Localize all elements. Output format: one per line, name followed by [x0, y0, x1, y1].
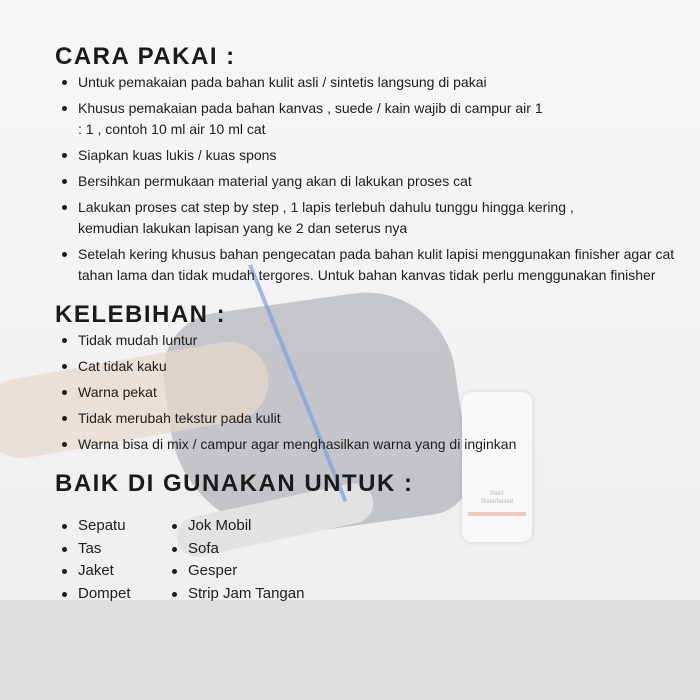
list-item-text: Tidak mudah luntur — [78, 332, 198, 348]
list-item — [62, 145, 675, 166]
list-item — [62, 560, 172, 583]
list-item-text: Siapkan kuas lukis / kuas spons — [78, 147, 277, 163]
baik-untuk-columns — [55, 515, 675, 605]
baik-untuk-col1 — [62, 515, 172, 605]
bullet-icon — [62, 80, 67, 85]
list-item-text: Jaket — [78, 562, 114, 579]
kelebihan-list — [55, 330, 675, 455]
list-item — [62, 244, 675, 286]
list-item — [62, 72, 675, 93]
bottle-label-line: Paint — [490, 491, 504, 497]
bullet-icon — [62, 524, 67, 529]
list-item — [62, 356, 675, 377]
list-item — [62, 408, 675, 429]
list-item — [172, 515, 372, 538]
list-item — [172, 583, 372, 606]
list-item — [62, 515, 172, 538]
bullet-icon — [172, 524, 177, 529]
bullet-icon — [62, 547, 67, 552]
bullet-icon — [172, 592, 177, 597]
list-item-text: Strip Jam Tangan — [188, 584, 305, 602]
bullet-icon — [62, 592, 67, 597]
cara-pakai-list — [55, 72, 675, 286]
bullet-icon — [62, 364, 67, 369]
list-item — [172, 538, 372, 561]
bullet-icon — [62, 390, 67, 395]
list-item-text: Lakukan proses cat step by step , 1 lapis terlebuh dahulu tunggu hingga kering , kemudian lakukan lapisan yang ke 2 dan seterus nya — [78, 199, 574, 236]
list-item-text: Sofa — [188, 539, 219, 557]
baik-untuk-col2 — [172, 515, 372, 605]
bullet-icon — [62, 205, 67, 210]
bullet-icon — [62, 252, 67, 257]
bullet-icon — [172, 547, 177, 552]
bullet-icon — [62, 153, 67, 158]
list-item-text: Tidak merubah tekstur pada kulit — [78, 410, 281, 426]
list-item-text: Gesper — [188, 562, 238, 579]
list-item-text: Khusus pemakaian pada bahan kanvas , suede / kain wajib di campur air 1 : 1 , contoh 10 ml air 10 ml cat — [78, 100, 543, 137]
bullet-icon — [62, 179, 67, 184]
list-item — [62, 98, 548, 140]
list-item-text: Untuk pemakaian pada bahan kulit asli / sintetis langsung di pakai — [78, 74, 487, 90]
list-item — [62, 171, 675, 192]
list-item-text: Setelah kering khusus bahan pengecatan pada bahan kulit lapisi menggunakan finisher agar cat tahan lama dan tidak mudah tergores. Untuk bahan kanvas tidak perlu menggunakan finisher — [78, 246, 675, 283]
list-item-text: Jok Mobil — [188, 517, 252, 534]
list-item — [62, 538, 172, 561]
list-item-text: Tas — [78, 539, 102, 557]
bullet-icon — [62, 338, 67, 343]
text-overlay — [55, 42, 675, 605]
section-title-kelebihan: KELEBIHAN : — [55, 301, 227, 328]
list-item — [172, 560, 372, 583]
list-item-text: Dompet — [78, 584, 131, 602]
list-item — [62, 434, 675, 455]
bullet-icon — [62, 569, 67, 574]
bottle-label-line: Waterbased — [480, 499, 514, 505]
bullet-icon — [62, 416, 67, 421]
list-item — [62, 583, 172, 606]
list-item — [62, 382, 675, 403]
bullet-icon — [62, 106, 67, 111]
bullet-icon — [172, 569, 177, 574]
list-item — [62, 197, 618, 239]
list-item-text: Warna bisa di mix / campur agar menghasilkan warna yang di inginkan — [78, 436, 517, 452]
section-title-baik-untuk: BAIK DI GUNAKAN UNTUK : — [55, 470, 414, 497]
list-item-text: Warna pekat — [78, 384, 157, 400]
list-item-text: Cat tidak kaku — [78, 358, 167, 374]
floor — [0, 600, 700, 700]
list-item-text: Sepatu — [78, 517, 126, 534]
section-title-cara-pakai: CARA PAKAI : — [55, 43, 236, 70]
list-item-text: Bersihkan permukaan material yang akan di lakukan proses cat — [78, 173, 472, 189]
list-item — [62, 330, 675, 351]
bullet-icon — [62, 442, 67, 447]
